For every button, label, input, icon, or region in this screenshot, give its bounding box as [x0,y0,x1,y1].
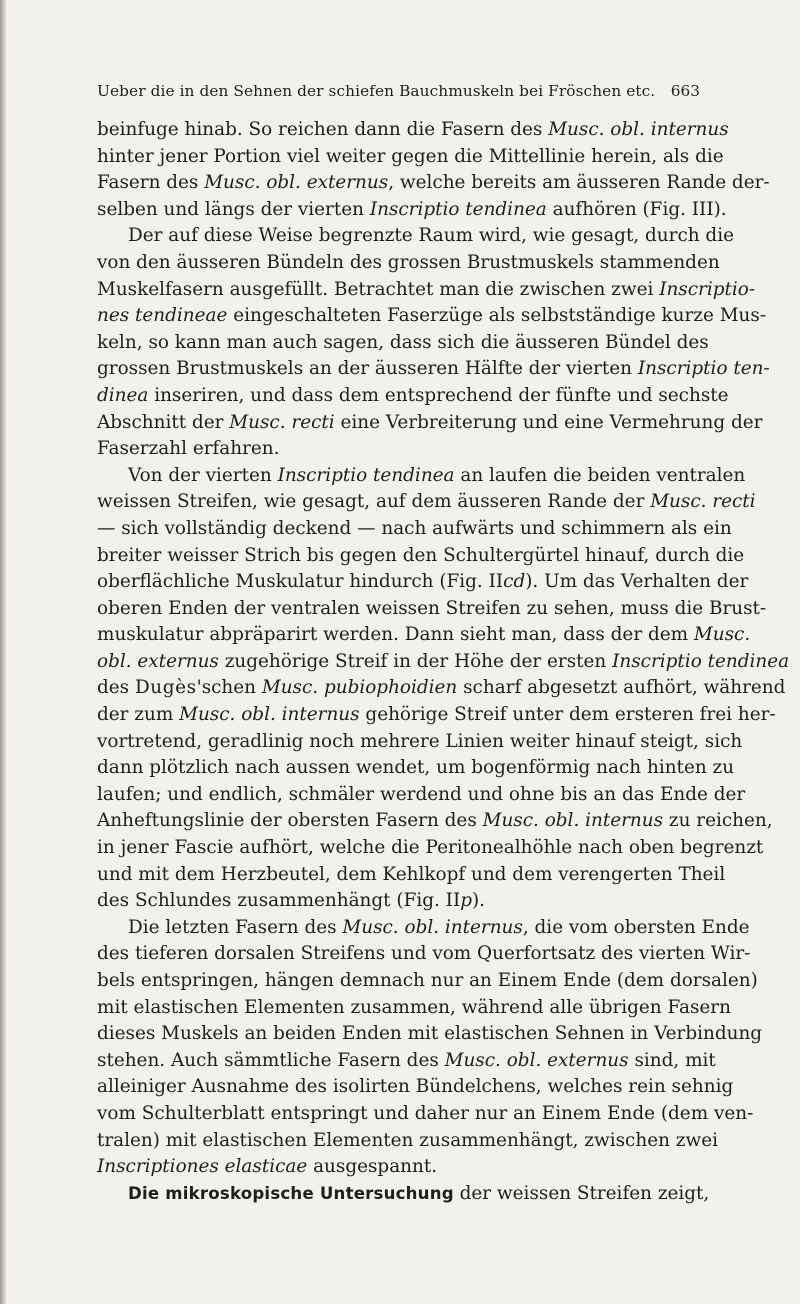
text-line [97,808,773,835]
italic-term: Musc. obl. internus [179,704,360,726]
text-line [97,596,767,623]
text-run: ausgespannt. [307,1156,438,1178]
text-line [97,1021,763,1048]
text-run: Die mikroskopische Untersuchung [128,1183,454,1203]
text-line [97,516,732,543]
text-run: der weissen Streifen zeigt, [453,1182,710,1204]
text-run: eine Verbreiterung und eine Vermehrung der [334,411,763,433]
text-run: — sich vollständig deckend — nach aufwärts und schimmern als ein [97,517,732,539]
text-run: Die letzten Fasern des [128,916,343,938]
text-line [97,569,749,596]
text-run: scharf abgesetzt aufhört, während [457,677,786,699]
text-run: Von der vierten [128,464,278,486]
text-run: selben und längs der vierten [97,198,370,220]
text-line [97,941,751,968]
italic-term: Inscriptio ten- [637,358,770,380]
text-run: weissen Streifen, wie gesagt, auf dem äusseren Rande der [97,491,651,513]
text-run: , die vom obersten Ende [522,916,750,938]
text-line [97,1048,716,1075]
text-run: oberflächliche Muskulatur hindurch (Fig. II [97,571,504,593]
italic-term: Musc. obl. internus [548,119,729,140]
text-line [97,1128,718,1155]
italic-term: Musc. obl. externus [444,1049,629,1071]
text-line [97,303,767,330]
text-run: dann plötzlich nach aussen wendet, um bogenförmig nach hinten zu [97,757,735,779]
text-run: breiter weisser Strich bis gegen den Schultergürtel hinauf, durch die [97,544,745,566]
text-line [97,277,756,304]
text-line [97,330,709,357]
text-run: Der auf diese Weise begrenzte Raum wird, wie gesagt, durch die [128,225,734,247]
text-line [97,915,750,942]
text-line [97,862,726,889]
text-run: zugehörige Streif in der Höhe der ersten [218,650,613,672]
italic-term: Musc. [693,624,751,646]
text-run: 'schen [196,677,262,699]
text-run: tralen) mit elastischen Elementen zusammenhängt, zwischen zwei [97,1129,718,1151]
text-line [97,463,746,490]
page-number: 663 [670,82,700,100]
italic-term: obl. externus [97,650,219,672]
text-run: Dugès [134,677,197,699]
text-run: vom Schulterblatt entspringt und daher nur an Einem Ende (dem ven- [97,1102,754,1124]
text-line [97,622,751,649]
text-run: keln, so kann man auch sagen, dass sich die äusseren Bündel des [97,331,709,353]
italic-term: nes tendineae [97,305,228,327]
text-line [97,1101,754,1128]
italic-term: dinea [97,384,149,406]
text-run: beinfuge hinab. So reichen dann die Fasern des [97,119,549,140]
text-run: inseriren, und dass dem entsprechend der fünfte und sechste [148,384,729,406]
italic-term: Musc. pubiophoidien [261,677,458,699]
text-run: oberen Enden der ventralen weissen Streifen zu sehen, muss die Brust- [97,597,767,619]
text-line [97,1074,734,1101]
italic-term: cd [503,571,526,593]
text-line [97,250,720,277]
text-run: , welche bereits am äusseren Rande der- [388,172,770,194]
text-run: ). Um das Verhalten der [525,571,749,593]
text-run: in jener Fascie aufhört, welche die Peritonealhöhle nach oben begrenzt [97,837,764,859]
text-run: hinter jener Portion viel weiter gegen die Mittellinie herein, als die [97,145,724,167]
text-run: Muskelfasern ausgefüllt. Betrachtet man die zwischen zwei [97,278,660,300]
text-run: Fasern des [97,172,205,194]
text-run: dieses Muskels an beiden Enden mit elastischen Sehnen in Verbindung [97,1023,763,1045]
text-line [97,117,729,144]
text-run: sind, mit [628,1049,716,1071]
text-line [97,144,724,171]
text-line [97,702,776,729]
text-run: vortretend, geradlinig noch mehrere Linien weiter hinauf steigt, sich [97,730,743,752]
text-line [97,223,734,250]
italic-term: Inscriptio tendinea [277,464,455,486]
text-line [97,410,763,437]
text-line [97,436,700,463]
text-line [97,170,770,197]
text-run: eingeschalteten Faserzüge als selbstständige kurze Mus- [227,305,767,327]
text-line [97,782,746,809]
text-line [97,356,770,383]
italic-term: Inscriptiones elasticae [97,1156,308,1178]
text-run: aufhören (Fig. III). [546,198,727,220]
text-line [97,1181,710,1208]
text-run: zu reichen, [663,810,773,832]
italic-term: Inscriptio tendinea [612,650,790,672]
text-run: des tieferen dorsalen Streifens und vom Querfortsatz des vierten Wir- [97,943,751,965]
text-run: grossen Brustmuskels an der äusseren Hälfte der vierten [97,358,638,380]
italic-term: Musc. recti [229,411,335,433]
text-run: muskulatur abpräparirt werden. Dann sieht man, dass der dem [97,624,694,646]
text-run: Abschnitt der [97,411,230,433]
text-run: laufen; und endlich, schmäler werdend und ohne bis an das Ende der [97,783,746,805]
text-run: des Schlundes zusammenhängt (Fig. II [97,890,461,912]
text-run: bels entspringen, hängen demnach nur an Einem Ende (dem dorsalen) [97,970,758,991]
page-edge-shadow [0,0,6,1304]
text-line [97,543,745,570]
text-run: Faserzahl erfahren. [97,438,280,460]
text-line [97,888,700,915]
text-line [97,835,764,862]
text-run: Anheftungslinie der obersten Fasern des [97,810,483,832]
text-run: stehen. Auch sämmtliche Fasern des [97,1049,445,1071]
italic-term: p [460,890,472,912]
text-line [97,383,729,410]
text-line [97,729,743,756]
body-text [97,117,790,1207]
italic-term: Musc. recti [650,491,756,513]
text-run: ). [472,890,486,912]
text-run: von den äusseren Bündeln des grossen Brustmuskels stammenden [97,251,720,273]
text-run: an laufen die beiden ventralen [454,464,746,486]
text-line [97,197,727,224]
text-line [97,995,731,1022]
text-line [97,755,735,782]
text-line [97,649,790,676]
italic-term: Inscriptio tendinea [369,198,547,220]
text-run: des [97,677,135,699]
text-line [97,675,786,702]
text-line [97,1154,700,1181]
italic-term: Musc. obl. internus [342,916,523,938]
running-head: Ueber die in den Sehnen der schiefen Bauchmuskeln bei Fröschen etc. [97,82,656,100]
italic-term: Musc. obl. internus [482,810,664,832]
text-line [97,489,756,516]
text-run: mit elastischen Elementen zusammen, während alle übrigen Fasern [97,996,731,1018]
text-run: alleiniger Ausnahme des isolirten Bündelchens, welches rein sehnig [97,1076,734,1098]
text-line [97,968,758,995]
italic-term: Inscriptio- [659,278,756,300]
text-run: und mit dem Herzbeutel, dem Kehlkopf und dem verengerten Theil [97,863,726,885]
text-run: der zum [97,704,180,726]
text-run: gehörige Streif unter dem ersteren frei her- [359,704,776,726]
italic-term: Musc. obl. externus [204,172,389,194]
